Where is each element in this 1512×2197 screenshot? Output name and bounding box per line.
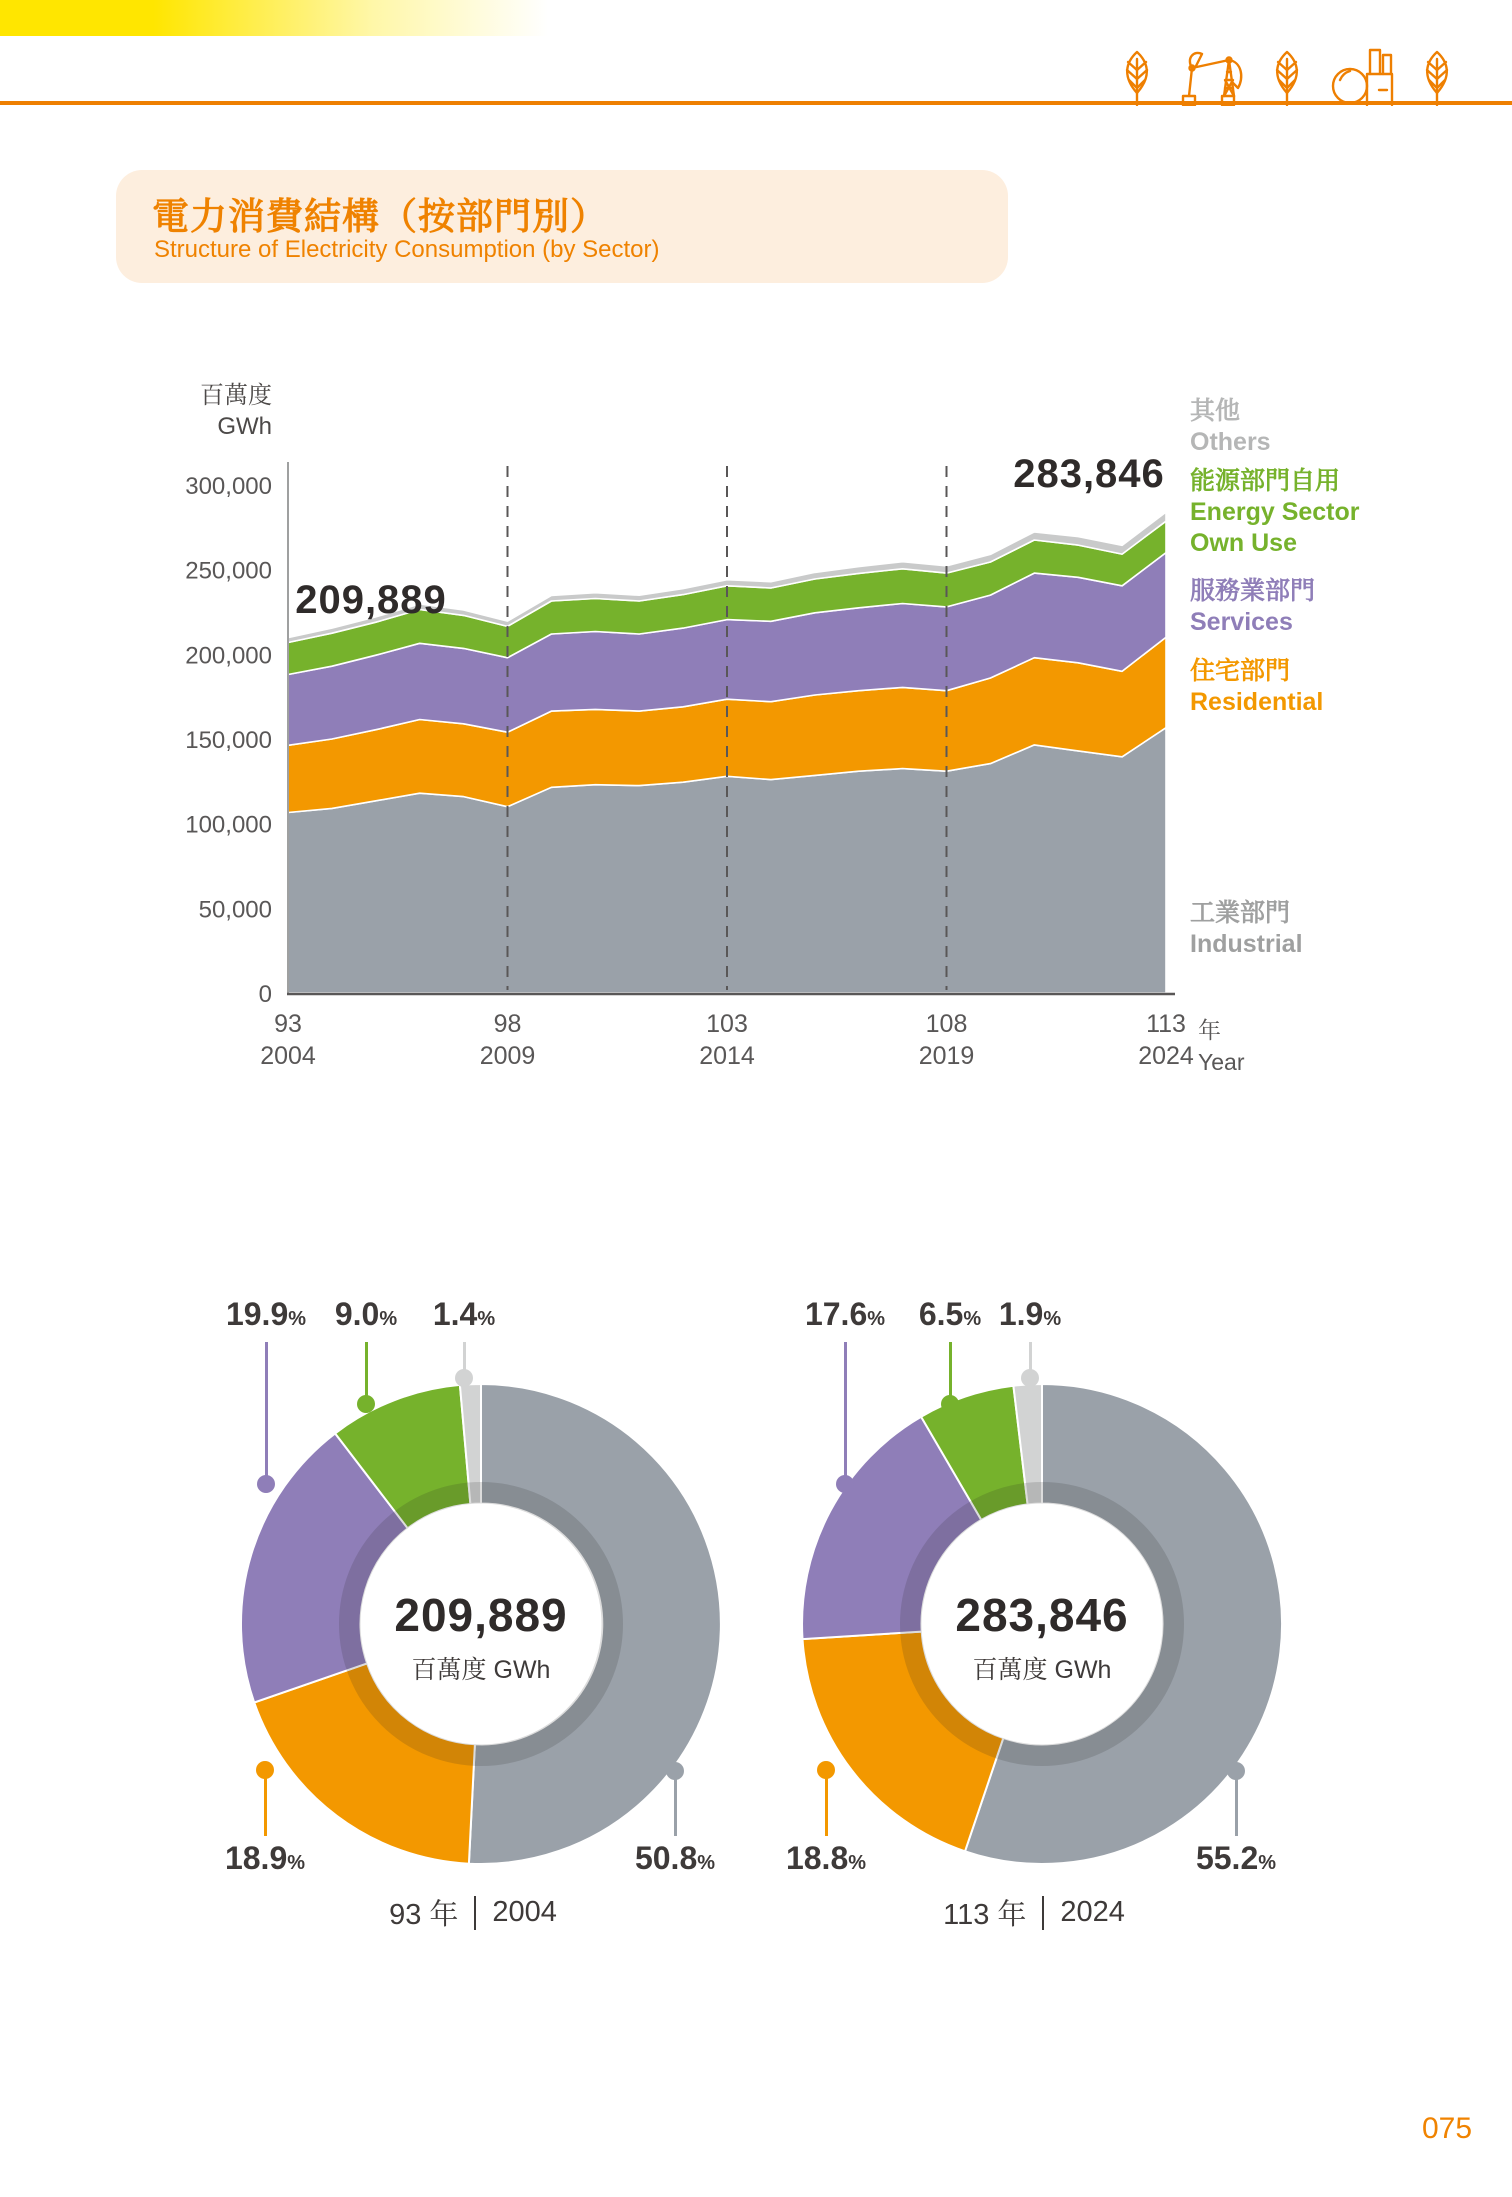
y-axis-unit-label: 百萬度 GWh xyxy=(200,382,272,440)
callout-leader-line xyxy=(365,1342,368,1396)
y-tick-label: 100,000 xyxy=(185,811,272,839)
donut-callout-label-services: 17.6% xyxy=(804,1296,886,1332)
legend-industrial: 工業部門 Industrial xyxy=(1190,899,1303,958)
callout-leader-dot xyxy=(941,1395,959,1413)
x-tick-label-roc: 98 xyxy=(493,1010,522,1038)
callout-leader-line xyxy=(264,1778,267,1836)
donut-caption xyxy=(834,1892,1234,1933)
x-tick-label-roc: 103 xyxy=(706,1010,748,1038)
legend-others: 其他 Others xyxy=(1190,397,1271,456)
donut-center-label xyxy=(892,1588,1192,1686)
donut-callout-label-services: 19.9% xyxy=(225,1296,307,1332)
header-rule xyxy=(0,101,1512,105)
donut-callout-label-residential: 18.9% xyxy=(224,1840,306,1876)
x-tick-label-roc: 93 xyxy=(274,1010,302,1038)
x-tick-label-ad: 2024 xyxy=(1138,1042,1194,1070)
y-tick-label: 250,000 xyxy=(185,557,272,585)
callout-leader-line xyxy=(1235,1779,1238,1836)
donut-callout-label-industrial: 50.8% xyxy=(634,1840,716,1876)
y-tick-label: 150,000 xyxy=(185,727,272,754)
donut-callout-label-industrial: 55.2% xyxy=(1195,1840,1277,1876)
x-tick-label-ad: 2019 xyxy=(918,1042,975,1070)
caption-divider xyxy=(1042,1896,1044,1930)
callout-leader-line xyxy=(1029,1342,1032,1370)
donut-center-value: 209,889 xyxy=(394,1589,568,1641)
end-value-label: 283,846 xyxy=(1013,452,1165,496)
x-tick-label-roc: 113 xyxy=(1146,1010,1186,1038)
page-number: 075 xyxy=(1422,2112,1473,2145)
caption-divider xyxy=(474,1896,476,1930)
x-tick-label-ad: 2014 xyxy=(699,1042,755,1070)
x-tick-label-ad: 2009 xyxy=(479,1042,536,1070)
caption-ad-year: 2004 xyxy=(492,1896,557,1928)
leaf-icon xyxy=(1118,50,1156,106)
callout-leader-dot xyxy=(666,1762,684,1780)
y-tick-label: 200,000 xyxy=(185,642,272,670)
callout-leader-dot xyxy=(817,1761,835,1779)
caption-ad-year: 2024 xyxy=(1060,1896,1125,1928)
page-title: 電力消費結構（按部門別） xyxy=(152,196,608,237)
leaf-icon xyxy=(1418,50,1456,106)
donut-callout-label-others: 1.4% xyxy=(432,1296,496,1332)
callout-leader-dot xyxy=(357,1395,375,1413)
donut-center-value: 283,846 xyxy=(955,1589,1129,1641)
donut-callout-label-residential: 18.8% xyxy=(785,1840,867,1876)
callout-leader-dot xyxy=(455,1369,473,1387)
donut-callout-label-energy-sector-own-use: 6.5% xyxy=(918,1296,982,1332)
donut-center-unit: 百萬度 GWh xyxy=(411,1656,551,1684)
callout-leader-line xyxy=(674,1779,677,1836)
donut-center-label xyxy=(331,1588,631,1686)
title-block xyxy=(116,170,1008,283)
callout-leader-line xyxy=(825,1778,828,1836)
page-subtitle: Structure of Electricity Consumption (by Sector) xyxy=(154,236,660,263)
caption-roc-year: 93 年 xyxy=(389,1899,459,1931)
y-tick-label: 300,000 xyxy=(185,473,272,500)
callout-leader-dot xyxy=(1227,1762,1245,1780)
x-axis-unit-label: 年 Year xyxy=(1198,1017,1245,1075)
callout-leader-dot xyxy=(257,1475,275,1493)
caption-roc-year: 113 年 xyxy=(943,1899,1027,1931)
x-tick-label-ad: 2004 xyxy=(260,1042,316,1070)
legend-residential: 住宅部門 Residential xyxy=(1190,657,1324,716)
callout-leader-dot xyxy=(836,1475,854,1493)
start-value-label: 209,889 xyxy=(295,578,447,622)
legend-services: 服務業部門 Services xyxy=(1190,577,1316,636)
yellow-accent-bar xyxy=(0,0,548,36)
y-tick-label: 50,000 xyxy=(198,896,272,924)
leaf-icon xyxy=(1268,50,1306,106)
y-tick-label: 0 xyxy=(258,981,272,1008)
callout-leader-line xyxy=(463,1342,466,1370)
donut-callout-label-energy-sector-own-use: 9.0% xyxy=(334,1296,398,1332)
donut-center-unit: 百萬度 GWh xyxy=(972,1656,1112,1684)
oil-pumpjack-icon xyxy=(1180,44,1250,106)
x-tick-label-roc: 108 xyxy=(925,1010,968,1038)
donut-callout-label-others: 1.9% xyxy=(998,1296,1062,1332)
callout-leader-line xyxy=(949,1342,952,1396)
legend-energy-sector-own-use: 能源部門自用 Energy Sector Own Use xyxy=(1190,467,1360,557)
refinery-icon xyxy=(1330,44,1400,106)
donut-caption xyxy=(273,1892,673,1933)
callout-leader-line xyxy=(265,1342,268,1476)
callout-leader-dot xyxy=(256,1761,274,1779)
callout-leader-dot xyxy=(1021,1369,1039,1387)
callout-leader-line xyxy=(844,1342,847,1476)
